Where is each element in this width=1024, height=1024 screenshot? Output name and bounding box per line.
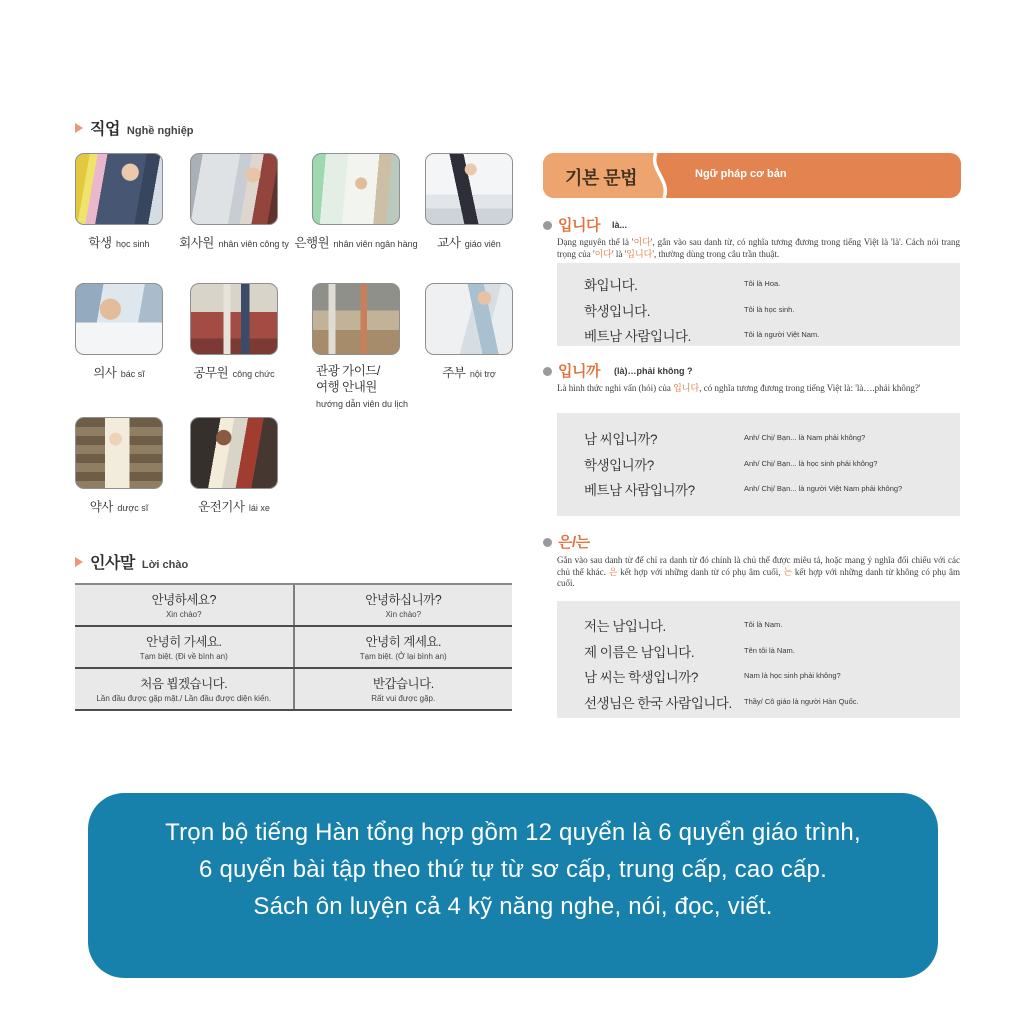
example-row: [557, 454, 960, 480]
example-vietnamese: Nam là học sinh phải không?: [744, 671, 841, 680]
example-korean: 베트남 사람입니다.: [584, 329, 691, 344]
occupation-photo-bank-clerk: [312, 153, 400, 225]
example-vietnamese: Anh/ Chị/ Bạn... là người Việt Nam phải không?: [744, 484, 903, 493]
occupation-card-bank-clerk: [294, 153, 418, 250]
greeting-vietnamese: Tạm biệt. (Đi về bình an): [139, 652, 228, 661]
example-vietnamese: Tôi là Nam.: [744, 620, 783, 629]
occupation-card-pharmacist: [75, 417, 163, 514]
occupation-photo-doctor: [75, 283, 163, 355]
example-korean: 제 이름은 남입니다.: [584, 644, 695, 660]
example-vietnamese: Tôi là người Việt Nam.: [744, 330, 820, 339]
occupation-korean-line2: 여행 안내원: [316, 380, 377, 394]
table-cell: [295, 627, 513, 667]
greeting-korean: 처음 뵙겠습니다.: [140, 677, 228, 691]
occupation-card-driver: [190, 417, 278, 514]
occupation-vietnamese: hướng dẫn viên du lịch: [316, 399, 408, 409]
occupation-photo-housewife: [425, 283, 513, 355]
section-bullet-icon: [543, 367, 552, 376]
occupation-korean: 의사: [93, 366, 117, 380]
greeting-vietnamese: Xin chào?: [385, 610, 422, 619]
section1-title-korean: 입니다: [558, 217, 600, 234]
greeting-vietnamese: Rất vui được gặp.: [371, 694, 436, 703]
greeting-vietnamese: Tạm biệt. (Ở lại bình an): [359, 652, 447, 661]
section2-title-korean: 입니까: [558, 363, 600, 380]
example-row: [557, 615, 960, 641]
greetings-section-header: [75, 550, 188, 573]
section3-title-korean: 은/는: [558, 534, 590, 551]
occupation-card-student: [75, 153, 163, 250]
occupation-vietnamese: nội trợ: [469, 369, 496, 379]
grammar-title-korean: 기본 문법: [565, 168, 638, 188]
example-row: [557, 641, 960, 667]
occupation-vietnamese: nhân viên ngân hàng: [333, 239, 418, 249]
example-vietnamese: Tên tôi là Nam.: [744, 645, 795, 655]
example-korean: 학생입니까?: [584, 457, 654, 473]
example-vietnamese: Anh/ Chị/ Bạn... là Nam phải không?: [744, 433, 866, 442]
section2-description: Là hình thức nghi vấn (hỏi) của 입니다, có nghĩa tương đương trong tiếng Việt là: 'là….phải không?': [557, 383, 921, 393]
example-row: [557, 274, 960, 300]
table-cell: [75, 585, 295, 625]
table-row: [75, 627, 512, 669]
occupation-card-housewife: [425, 283, 513, 380]
promo-line-1: Trọn bộ tiếng Hàn tổng hợp gồm 12 quyển là 6 quyển giáo trình,: [165, 819, 861, 846]
occupation-vietnamese: giáo viên: [464, 239, 501, 249]
occupation-photo-student: [75, 153, 163, 225]
example-row: [557, 479, 960, 505]
section-bullet-icon: [543, 221, 552, 230]
example-row: [557, 428, 960, 454]
promo-banner-text: [88, 793, 938, 925]
occupation-vietnamese: nhân viên công ty: [218, 239, 289, 249]
table-row: [75, 585, 512, 627]
table-row: [75, 669, 512, 711]
example-korean: 베트남 사람입니까?: [584, 483, 695, 498]
occupation-card-teacher: [425, 153, 513, 250]
section1-description: Dạng nguyên thể là '이다', gắn vào sau danh từ, có nghĩa tương đương trong tiếng Việt là 'là'. Cách nói trang trọng của '이다' là '입니다', thường dùng trong câu trần thuật.: [557, 237, 960, 259]
example-korean: 남 씨는 학생입니까?: [584, 670, 698, 685]
occupation-korean: 공무원: [193, 366, 229, 380]
example-korean: 저는 남입니다.: [584, 619, 666, 634]
table-cell: [295, 669, 513, 709]
greetings-title-vietnamese: Lời chào: [141, 559, 189, 571]
occupation-korean: 은행원: [294, 236, 330, 250]
occupation-korean: 학생: [88, 236, 112, 250]
greeting-korean: 안녕하십니까?: [365, 593, 442, 607]
greetings-title-korean: 인사말: [90, 555, 135, 572]
example-vietnamese: Tôi là Hoa.: [744, 279, 781, 288]
grammar-header-banner: [543, 153, 961, 198]
example-row: [557, 325, 960, 351]
example-vietnamese: Tôi là học sinh.: [744, 304, 795, 314]
promo-banner: [88, 793, 938, 978]
greetings-table: [75, 583, 512, 711]
example-vietnamese: Thầy/ Cô giáo là người Hàn Quốc.: [744, 696, 859, 706]
occupation-vietnamese: công chức: [232, 369, 275, 379]
example-box-eun-neun: [557, 601, 960, 718]
grammar-title-vietnamese: Ngữ pháp cơ bản: [695, 168, 787, 180]
table-cell: [295, 585, 513, 625]
occupation-korean: 교사: [437, 236, 461, 250]
occupations-section-header: [75, 116, 194, 139]
table-cell: [75, 627, 295, 667]
occupation-photo-driver: [190, 417, 278, 489]
occupation-vietnamese: bác sĩ: [120, 369, 145, 379]
example-row: [557, 692, 960, 718]
greeting-korean: 안녕히 계세요.: [365, 635, 441, 649]
occupation-card-doctor: [75, 283, 163, 380]
example-korean: 남 씨입니까?: [584, 432, 657, 447]
greeting-korean: 안녕하세요?: [151, 593, 216, 607]
example-box-imnikka: [557, 413, 960, 516]
promo-line-3: Sách ôn luyện cả 4 kỹ năng nghe, nói, đọc, viết.: [253, 893, 773, 920]
occupation-card-tour-guide: [312, 283, 408, 409]
triangle-bullet-icon: [75, 123, 83, 133]
occupation-photo-teacher: [425, 153, 513, 225]
section-bullet-icon: [543, 538, 552, 547]
greeting-vietnamese: Lần đầu được gặp mặt./ Lần đầu được diện kiến.: [96, 694, 272, 703]
example-korean: 선생님은 한국 사람입니다.: [584, 695, 732, 711]
section1-title-vietnamese: là...: [612, 220, 628, 230]
section2-title-vietnamese: (là)…phải không ?: [614, 366, 693, 376]
section3-description: Gắn vào sau danh từ để chỉ ra danh từ đó chính là chủ thể được miêu tả, hoặc mang ý nghĩa đối chiếu với các chủ thể khác. 은 kết hợp với những danh từ có phụ âm cuối, 는 kết hợp với những danh từ không có phụ âm cuối.: [557, 555, 960, 588]
table-cell: [75, 669, 295, 709]
occupation-card-civil-servant: [190, 283, 278, 380]
occupations-title-vietnamese: Nghề nghiệp: [126, 125, 194, 137]
occupations-title-korean: 직업: [90, 121, 120, 138]
example-row: [557, 666, 960, 692]
occupation-photo-pharmacist: [75, 417, 163, 489]
occupation-card-office-worker: [179, 153, 289, 250]
greeting-vietnamese: Xin chào?: [165, 610, 202, 619]
occupation-korean: 운전기사: [198, 500, 245, 514]
occupation-photo-civil-servant: [190, 283, 278, 355]
example-row: [557, 300, 960, 326]
greeting-korean: 안녕히 가세요.: [146, 635, 222, 649]
occupation-korean: 회사원: [179, 236, 214, 250]
example-korean: 학생입니다.: [584, 303, 650, 319]
occupation-vietnamese: lái xe: [248, 503, 270, 513]
triangle-bullet-icon: [75, 557, 83, 567]
occupation-korean-line1: 관광 가이드/: [316, 364, 380, 378]
occupation-photo-tour-guide: [312, 283, 400, 355]
example-vietnamese: Anh/ Chị/ Bạn... là học sinh phải không?: [744, 458, 878, 468]
occupation-vietnamese: dược sĩ: [117, 503, 149, 513]
greeting-korean: 반갑습니다.: [372, 677, 434, 691]
occupation-photo-office-worker: [190, 153, 278, 225]
occupation-korean: 약사: [89, 500, 113, 514]
promo-line-2: 6 quyển bài tập theo thứ tự từ sơ cấp, trung cấp, cao cấp.: [199, 856, 827, 883]
occupation-vietnamese: học sinh: [116, 239, 150, 249]
example-korean: 화입니다.: [584, 278, 638, 293]
occupation-korean: 주부: [442, 366, 466, 380]
example-box-imnida: [557, 263, 960, 346]
